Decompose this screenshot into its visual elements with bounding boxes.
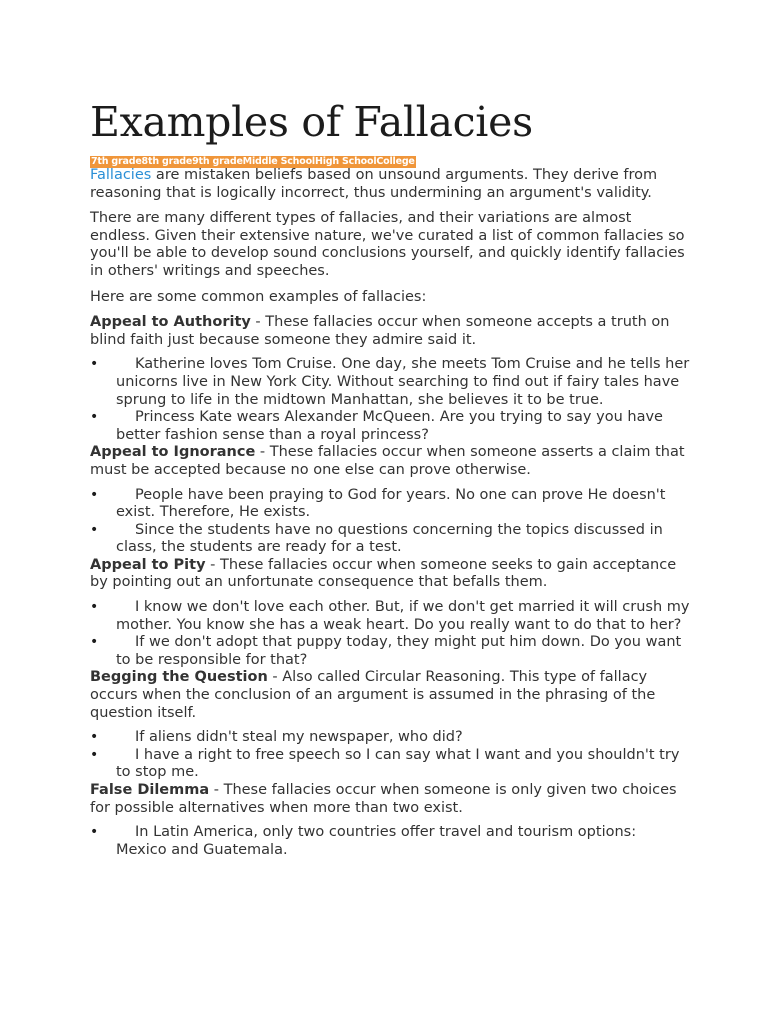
section-appeal-to-ignorance <box>90 444 690 479</box>
bullet-icon: • <box>90 486 99 503</box>
example-list <box>90 729 690 782</box>
example-text: People have been praying to God for years. No one can prove He doesn't exist. Therefore, He exists. <box>116 486 666 521</box>
section-appeal-to-authority <box>90 314 690 349</box>
fallacies-link[interactable]: Fallacies <box>90 167 152 183</box>
bullet-icon: • <box>90 409 99 426</box>
example-list <box>90 599 690 669</box>
examples-intro-paragraph: Here are some common examples of fallacies: <box>90 288 427 305</box>
list-item <box>90 729 690 747</box>
fallacy-term: Appeal to Ignorance <box>90 444 256 461</box>
list-item <box>90 599 690 634</box>
intro-paragraph <box>90 167 690 202</box>
example-text: Since the students have no questions concerning the topics discussed in class, the students are ready for a test. <box>116 521 663 556</box>
bullet-icon: • <box>90 356 99 373</box>
fallacy-term: Begging the Question <box>90 669 268 686</box>
bullet-icon: • <box>90 729 99 746</box>
fallacy-definition: - These fallacies occur when someone accepts a truth on blind faith just because someone they admire said it. <box>90 314 670 348</box>
fallacy-term: Appeal to Pity <box>90 556 206 573</box>
list-item <box>90 824 690 859</box>
example-text: If aliens didn't steal my newspaper, who did? <box>135 729 463 746</box>
example-text: If we don't adopt that puppy today, they might put him down. Do you want to be responsible for that? <box>116 634 682 668</box>
fallacy-definition: - These fallacies occur when someone seeks to gain acceptance by pointing out an unfortunate consequence that befalls them. <box>90 556 677 591</box>
bullet-icon: • <box>90 521 99 538</box>
grade-levels-tag[interactable]: 7th grade8th grade9th gradeMiddle SchoolHigh SchoolCollege <box>91 156 415 167</box>
example-text: In Latin America, only two countries offer travel and tourism options: Mexico and Guatemala. <box>116 824 637 858</box>
fallacy-term: Appeal to Authority <box>90 314 251 331</box>
fallacy-definition: - These fallacies occur when someone asserts a claim that must be accepted because no one else can prove otherwise. <box>90 444 685 478</box>
example-text: I have a right to free speech so I can say what I want and you shouldn't try to stop me. <box>116 746 680 781</box>
bullet-icon: • <box>90 634 99 651</box>
article-body <box>90 167 690 859</box>
example-list <box>90 487 690 557</box>
example-text: I know we don't love each other. But, if we don't get married it will crush my mother. You know she has a weak heart. Do you really want to do that to her? <box>116 599 690 633</box>
overview-paragraph: There are many different types of fallacies, and their variations are almost endless. Given their extensive nature, we've curated a list of common fallacies so you'll be able to develop sound conclusions yourself, and quickly identify fallacies in others' writings and speeches. <box>90 210 685 279</box>
list-item <box>90 409 690 444</box>
bullet-icon: • <box>90 599 99 616</box>
fallacy-definition: - Also called Circular Reasoning. This type of fallacy occurs when the conclusion of an argument is assumed in the phrasing of the question itself. <box>90 669 656 721</box>
example-list <box>90 356 690 444</box>
fallacy-term: False Dilemma <box>90 782 210 798</box>
list-item <box>90 487 690 522</box>
list-item <box>90 634 690 669</box>
page-title: Examples of Fallacies <box>90 98 533 146</box>
example-text: Katherine loves Tom Cruise. One day, she meets Tom Cruise and he tells her unicorns live in New York City. Without searching to find out if fairy tales have sprung to life in the midtown Manhattan, she believes it to be true. <box>116 356 690 408</box>
section-false-dilemma <box>90 782 690 817</box>
example-list <box>90 824 690 859</box>
example-text: Princess Kate wears Alexander McQueen. Are you trying to say you have better fashion sense than a royal princess? <box>116 409 663 443</box>
section-appeal-to-pity <box>90 557 690 592</box>
bullet-icon: • <box>90 824 99 841</box>
list-item <box>90 747 690 782</box>
list-item <box>90 356 690 409</box>
bullet-icon: • <box>90 746 99 763</box>
intro-text: are mistaken beliefs based on unsound arguments. They derive from reasoning that is logically incorrect, thus undermining an argument's validity. <box>90 167 658 201</box>
list-item <box>90 522 690 557</box>
section-begging-the-question <box>90 669 690 722</box>
fallacy-definition: - These fallacies occur when someone is only given two choices for possible alternatives when more than two exist. <box>90 782 677 816</box>
